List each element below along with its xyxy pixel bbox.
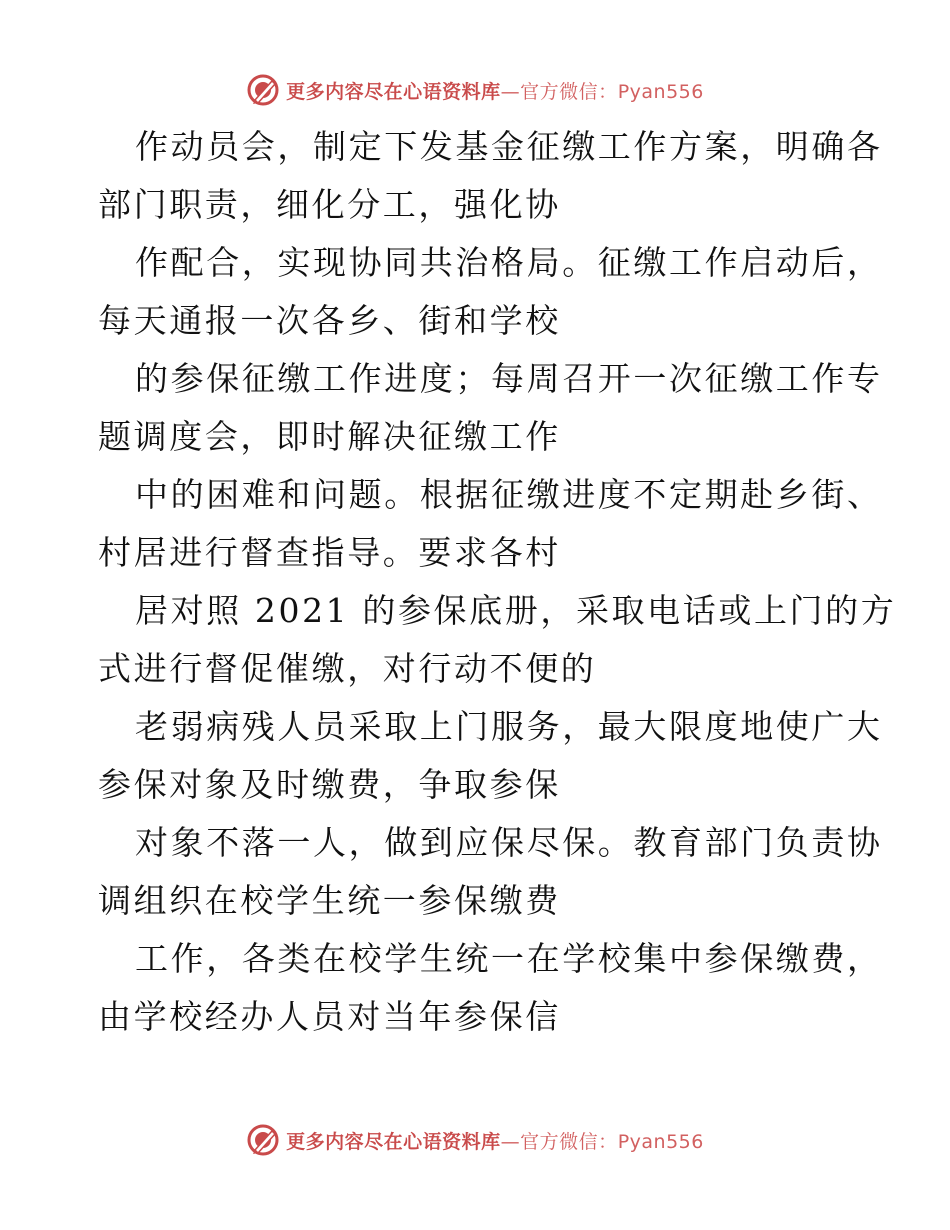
pen-logo-icon [246, 1123, 280, 1157]
paragraph-line: 题调度会，即时解决征缴工作 [98, 417, 561, 456]
paragraph-line: 居对照 2021 的参保底册，采取电话或上门的方 [135, 591, 897, 630]
paragraph [98, 814, 883, 930]
watermark-text [286, 77, 704, 104]
watermark-official: 官方微信： [520, 1130, 618, 1153]
paragraph-line: 的参保征缴工作进度；每周召开一次征缴工作专 [135, 359, 883, 398]
paragraph-line: 村居进行督查指导。要求各村 [98, 533, 561, 572]
watermark-text [286, 1127, 704, 1154]
paragraph-line: 老弱病残人员采取上门服务，最大限度地使广大 [135, 707, 883, 746]
paragraph-line: 部门职责，细化分工，强化协 [98, 185, 561, 224]
watermark-wechat-id: Pyan556 [617, 80, 704, 103]
paragraph-line: 作配合，实现协同共治格局。征缴工作启动后， [135, 243, 883, 282]
paragraph [98, 930, 883, 1046]
paragraph-line: 作动员会，制定下发基金征缴工作方案，明确各 [135, 127, 883, 166]
watermark-separator: — [500, 80, 521, 103]
paragraph [98, 350, 883, 466]
paragraph-line: 对象不落一人，做到应保尽保。教育部门负责协 [135, 823, 883, 862]
pen-logo-icon [246, 73, 280, 107]
paragraph [98, 466, 883, 582]
watermark-official: 官方微信： [520, 80, 618, 103]
paragraph-line: 调组织在校学生统一参保缴费 [98, 881, 561, 920]
header-watermark [0, 70, 950, 110]
document-body [98, 118, 897, 1046]
paragraph-line: 参保对象及时缴费，争取参保 [98, 765, 561, 804]
watermark-separator: — [500, 1130, 521, 1153]
paragraph [98, 582, 897, 698]
paragraph-line: 工作，各类在校学生统一在学校集中参保缴费， [135, 939, 883, 978]
watermark-brand: 更多内容尽在心语资料库 [286, 80, 501, 103]
paragraph-line: 每天通报一次各乡、街和学校 [98, 301, 561, 340]
footer-watermark [0, 1120, 950, 1160]
paragraph-line: 式进行督促催缴，对行动不便的 [98, 649, 597, 688]
watermark-brand: 更多内容尽在心语资料库 [286, 1130, 501, 1153]
paragraph-line: 中的困难和问题。根据征缴进度不定期赴乡街、 [135, 475, 883, 514]
paragraph [98, 698, 883, 814]
watermark-wechat-id: Pyan556 [617, 1130, 704, 1153]
paragraph-line: 由学校经办人员对当年参保信 [98, 997, 561, 1036]
paragraph [98, 234, 883, 350]
paragraph [98, 118, 883, 234]
